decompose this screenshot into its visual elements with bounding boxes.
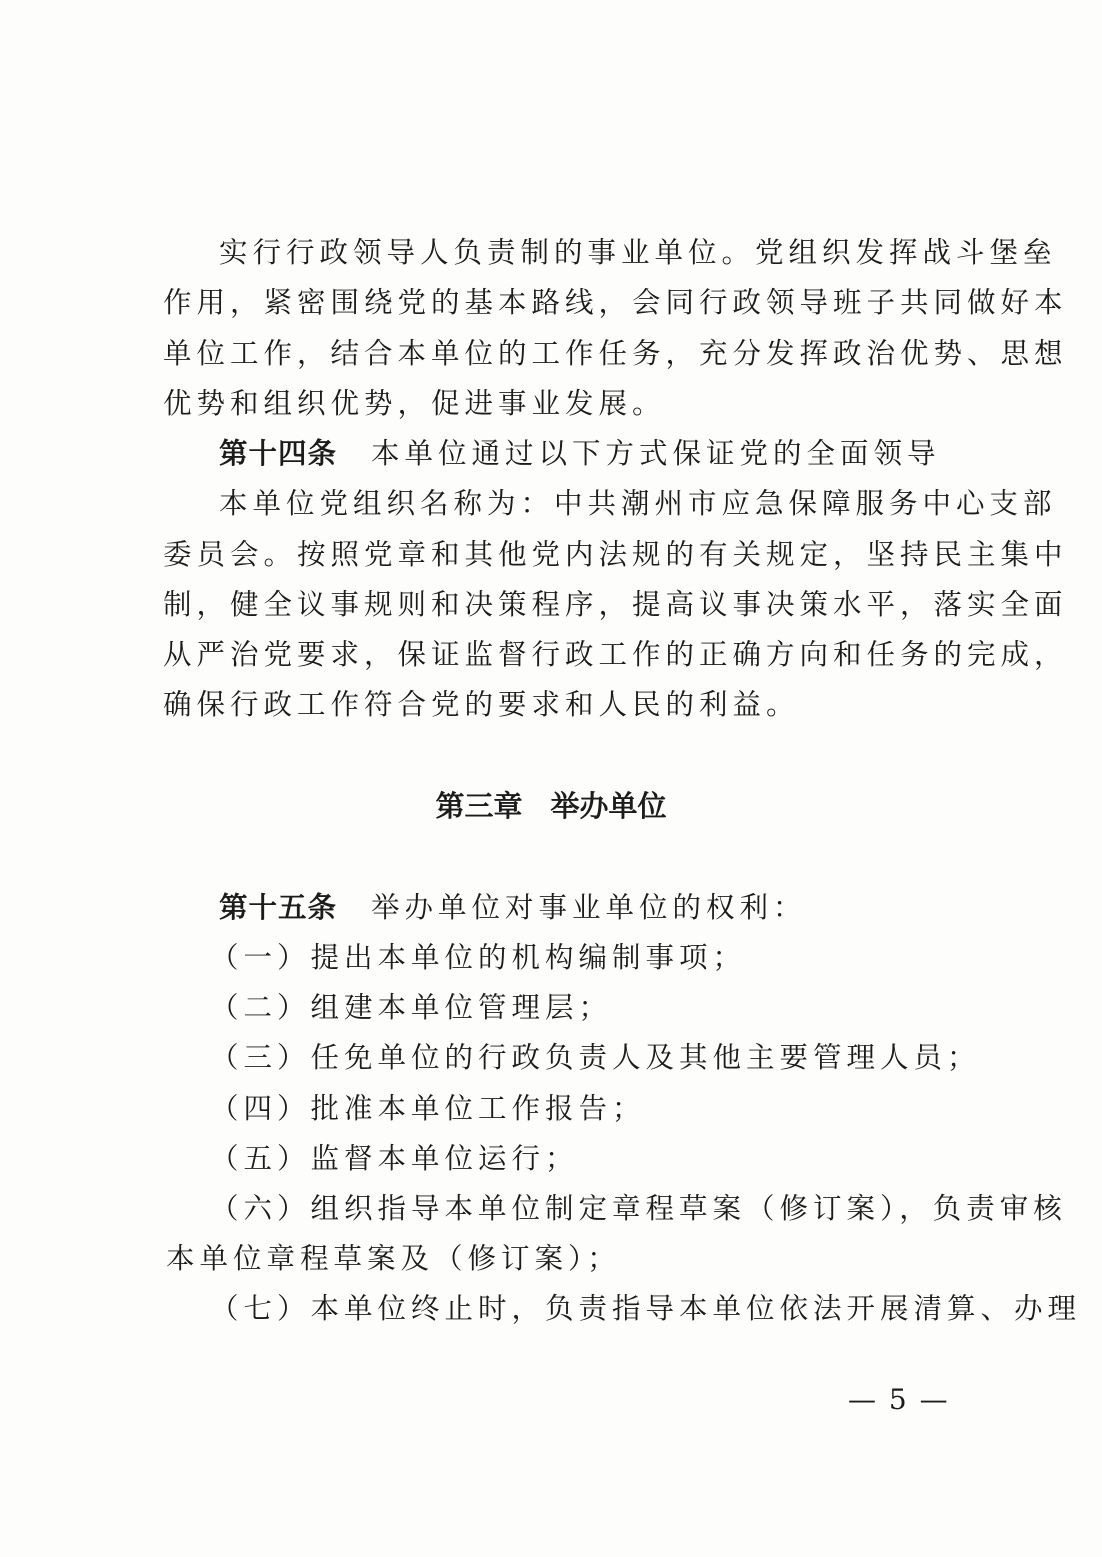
chapter-title: 举办单位 <box>550 789 667 823</box>
paragraph-line: 制，健全议事规则和决策程序，提高议事决策水平，落实全面 <box>163 588 1068 621</box>
list-item: （四）批准本单位工作报告； <box>210 1092 646 1125</box>
paragraph-line: 作用，紧密围绕党的基本路线，会同行政领导班子共同做好本 <box>163 286 1068 319</box>
list-item: （五）监督本单位运行； <box>210 1142 579 1175</box>
article-15-label: 第十五条 <box>219 891 338 924</box>
paragraph-line: 本单位党组织名称为：中共潮州市应急保障服务中心支部 <box>219 487 1057 520</box>
chapter-number: 第三章 <box>435 789 523 823</box>
article-14-title: 本单位通过以下方式保证党的全面领导 <box>371 437 941 470</box>
paragraph-line: 委员会。按照党章和其他党内法规的有关规定，坚持民主集中 <box>163 538 1068 571</box>
article-14-label: 第十四条 <box>219 437 338 470</box>
paragraph-line: 优势和组织优势，促进事业发展。 <box>163 387 666 420</box>
paragraph-line: 从严治党要求，保证监督行政工作的正确方向和任务的完成， <box>163 638 1068 671</box>
chapter-heading <box>0 786 1102 826</box>
list-item: （六）组织指导本单位制定章程草案（修订案），负责审核 <box>210 1192 1067 1225</box>
article-15-title: 举办单位对事业单位的权利： <box>371 891 807 924</box>
paragraph-line: 确保行政工作符合党的要求和人民的利益。 <box>163 688 800 721</box>
paragraph-line: 单位工作，结合本单位的工作任务，充分发挥政治优势、思想 <box>163 337 1068 370</box>
article-14-heading <box>219 434 999 474</box>
article-15-heading <box>219 888 999 928</box>
list-item: 本单位章程草案及（修订案）； <box>166 1242 621 1275</box>
paragraph-line: 实行行政领导人负责制的事业单位。党组织发挥战斗堡垒 <box>219 236 1057 269</box>
list-item: （一）提出本单位的机构编制事项； <box>210 941 747 974</box>
list-item: （三）任免单位的行政负责人及其他主要管理人员； <box>210 1041 981 1074</box>
list-item: （七）本单位终止时，负责指导本单位依法开展清算、办理 <box>210 1292 1082 1325</box>
page-number: — 5 — <box>848 1383 950 1416</box>
list-item: （二）组建本单位管理层； <box>210 991 613 1024</box>
